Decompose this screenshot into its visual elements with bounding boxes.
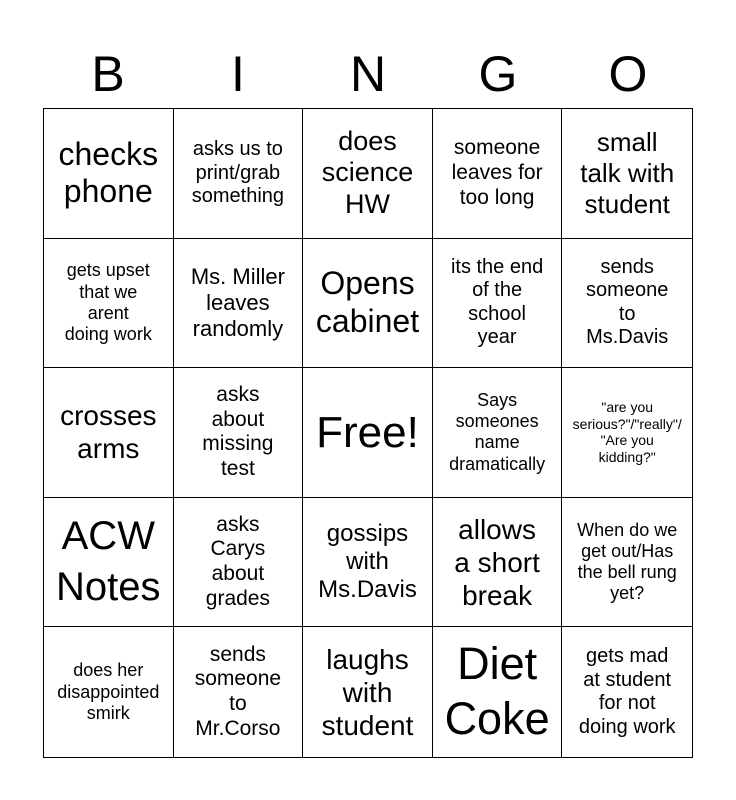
bingo-board bbox=[43, 108, 693, 758]
header-letter-n: N bbox=[349, 46, 387, 102]
bingo-cell[interactable] bbox=[433, 109, 563, 239]
cell-text: gossips with Ms.Davis bbox=[318, 519, 417, 604]
bingo-cell[interactable] bbox=[174, 368, 304, 498]
bingo-cell[interactable] bbox=[174, 239, 304, 369]
bingo-cell[interactable] bbox=[433, 239, 563, 369]
cell-text: asks Carys about grades bbox=[205, 512, 270, 610]
cell-text: asks us to print/grab something bbox=[191, 137, 285, 208]
header-letter-i: I bbox=[231, 46, 245, 102]
header-letter-b: B bbox=[91, 46, 125, 102]
bingo-cell[interactable] bbox=[44, 239, 174, 369]
bingo-cell[interactable] bbox=[303, 109, 433, 239]
cell-text: sends someone to Mr.Corso bbox=[194, 642, 282, 740]
cell-text: Says someones name dramatically bbox=[449, 390, 546, 474]
cell-text: sends someone to Ms.Davis bbox=[586, 255, 669, 349]
cell-text: crosses arms bbox=[60, 400, 157, 465]
bingo-header bbox=[43, 40, 693, 108]
bingo-cell[interactable] bbox=[562, 627, 692, 757]
cell-text: When do we get out/Has the bell rung yet? bbox=[577, 519, 678, 604]
cell-text: checks phone bbox=[58, 135, 159, 210]
bingo-cell[interactable] bbox=[303, 498, 433, 628]
cell-text: ACW Notes bbox=[56, 513, 161, 610]
cell-text: someone leaves for too long bbox=[451, 136, 543, 209]
bingo-cell[interactable] bbox=[433, 498, 563, 628]
free-space[interactable] bbox=[303, 368, 433, 498]
cell-text: small talk with student bbox=[580, 127, 675, 219]
cell-text: its the end of the school year bbox=[450, 255, 544, 349]
cell-text: asks about missing test bbox=[202, 382, 274, 481]
cell-text: "are you serious?"/"really"/ "Are you kidding?" bbox=[572, 399, 682, 465]
bingo-cell[interactable] bbox=[303, 627, 433, 757]
header-letter-o: O bbox=[608, 46, 648, 102]
bingo-cell[interactable] bbox=[44, 498, 174, 628]
bingo-cell[interactable] bbox=[303, 239, 433, 369]
free-space-text: Free! bbox=[316, 407, 419, 457]
bingo-cell[interactable] bbox=[433, 368, 563, 498]
bingo-cell[interactable] bbox=[44, 109, 174, 239]
cell-text: Ms. Miller leaves randomly bbox=[190, 263, 285, 341]
cell-text: does her disappointed smirk bbox=[57, 660, 160, 723]
cell-text: laughs with student bbox=[321, 643, 414, 741]
bingo-cell[interactable] bbox=[562, 239, 692, 369]
cell-text: allows a short break bbox=[454, 513, 540, 611]
cell-text: gets mad at student for not doing work bbox=[578, 645, 676, 738]
header-letter-g: G bbox=[478, 46, 518, 102]
bingo-cell[interactable] bbox=[433, 627, 563, 757]
bingo-cell[interactable] bbox=[562, 368, 692, 498]
bingo-cell[interactable] bbox=[562, 109, 692, 239]
cell-text: Diet Coke bbox=[444, 638, 550, 745]
bingo-cell[interactable] bbox=[174, 109, 304, 239]
bingo-cell[interactable] bbox=[174, 627, 304, 757]
bingo-cell[interactable] bbox=[44, 368, 174, 498]
bingo-cell[interactable] bbox=[562, 498, 692, 628]
cell-text: gets upset that we arent doing work bbox=[64, 260, 152, 345]
bingo-cell[interactable] bbox=[44, 627, 174, 757]
bingo-cell[interactable] bbox=[174, 498, 304, 628]
cell-text: Opens cabinet bbox=[315, 265, 420, 339]
cell-text: does science HW bbox=[321, 125, 414, 220]
